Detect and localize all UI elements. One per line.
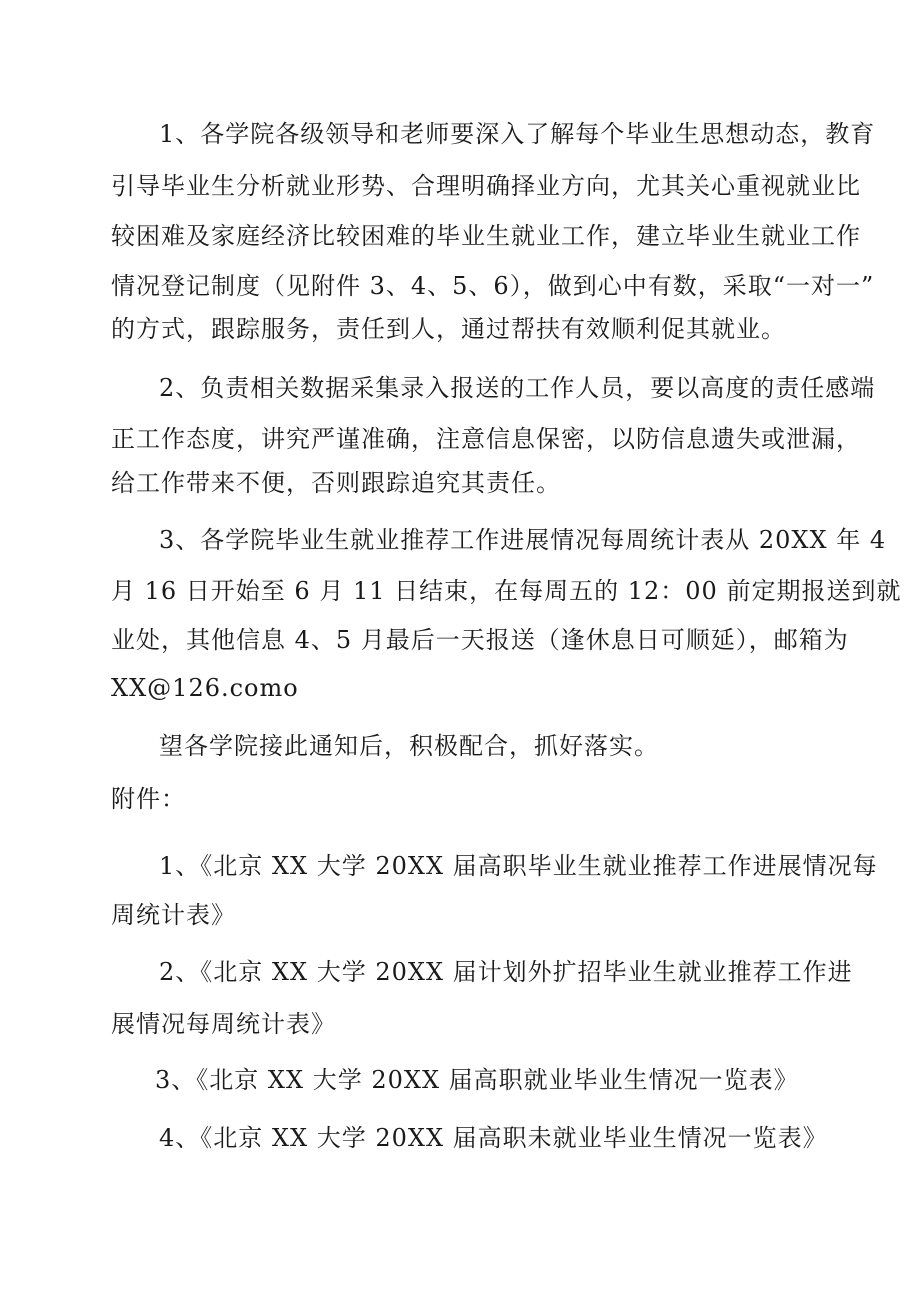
attachment-line: 2、《北京 XX 大学 20XX 届计划外扩招毕业生就业推荐工作进 xyxy=(159,958,853,986)
paragraph-line: 正工作态度，讲究严谨准确，注意信息保密，以防信息遗失或泄漏， xyxy=(111,425,861,453)
attachment-line: 4、《北京 XX 大学 20XX 届高职未就业毕业生情况一览表》 xyxy=(159,1124,828,1152)
attachment-line: 展情况每周统计表》 xyxy=(111,1010,336,1038)
paragraph-line: 1、各学院各级领导和老师要深入了解每个毕业生思想动态，教育 xyxy=(159,120,876,148)
paragraph-line: 的方式，跟踪服务，责任到人，通过帮扶有效顺利促其就业。 xyxy=(111,315,786,343)
paragraph-line: 引导毕业生分析就业形势、合理明确择业方向，尤其关心重视就业比 xyxy=(111,172,861,200)
attachment-line: 1、《北京 XX 大学 20XX 届高职毕业生就业推荐工作进展情况每 xyxy=(159,852,878,880)
attachment-line: 周统计表》 xyxy=(111,901,236,929)
paragraph-line: 业处，其他信息 4、5 月最后一天报送（逢休息日可顺延），邮箱为 xyxy=(111,626,849,654)
paragraph-line: 给工作带来不便，否则跟踪追究其责任。 xyxy=(111,469,561,497)
paragraph-line: 情况登记制度（见附件 3、4、5、6），做到心中有数，采取“一对一” xyxy=(111,272,875,300)
paragraph-line: 较困难及家庭经济比较困难的毕业生就业工作，建立毕业生就业工作 xyxy=(111,222,861,250)
attachments-label: 附件： xyxy=(111,785,186,813)
closing-text: 望各学院接此通知后，积极配合，抓好落实。 xyxy=(159,732,659,760)
attachment-line: 3、《北京 XX 大学 20XX 届高职就业毕业生情况一览表》 xyxy=(155,1066,799,1094)
paragraph-line: 3、各学院毕业生就业推荐工作进展情况每周统计表从 20XX 年 4 xyxy=(159,526,887,554)
paragraph-line: 2、负责相关数据采集录入报送的工作人员，要以高度的责任感端 xyxy=(159,374,876,402)
paragraph-line: 月 16 日开始至 6 月 11 日结束，在每周五的 12：00 前定期报送到就 xyxy=(111,577,902,605)
paragraph-line: XX@126.como xyxy=(111,674,299,702)
